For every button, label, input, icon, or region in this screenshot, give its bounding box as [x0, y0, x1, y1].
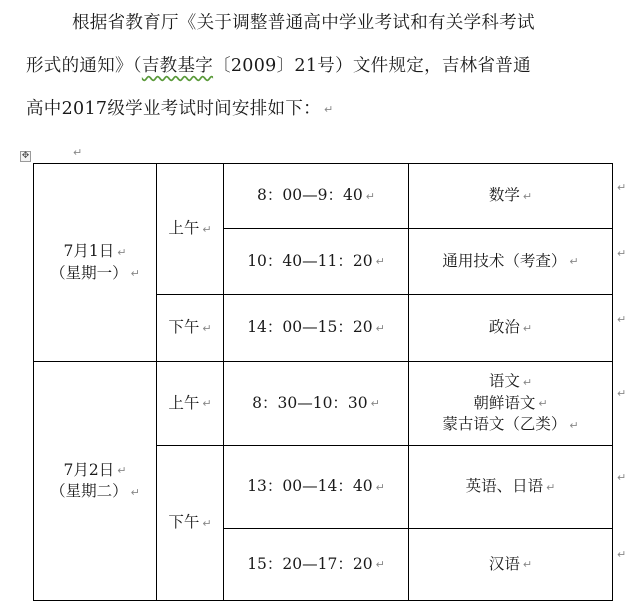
- subject-cell: 英语、日语 ↵: [409, 446, 613, 529]
- row-end-mark-icon: ↵: [617, 387, 627, 400]
- time-cell: 14：00—15：20 ↵: [224, 295, 409, 362]
- cell-mark-icon: ↵: [202, 397, 212, 411]
- period-cell: 下午 ↵: [157, 446, 224, 601]
- row-end-mark-icon: ↵: [617, 247, 627, 260]
- cell-mark-icon: ↵: [522, 375, 533, 389]
- period-cell: 下午 ↵: [157, 295, 224, 362]
- cell-mark-icon: ↵: [202, 222, 212, 236]
- cell-mark-icon: ↵: [522, 558, 533, 572]
- subject-cell: 通用技术（考查） ↵: [409, 229, 613, 295]
- row-end-mark-icon: ↵: [617, 548, 627, 561]
- cell-mark-icon: ↵: [365, 189, 375, 203]
- cell-mark-icon: ↵: [370, 397, 380, 411]
- cell-mark-icon: ↵: [117, 245, 127, 259]
- period-cell: 上午 ↵: [157, 362, 224, 446]
- cell-mark-icon: ↵: [569, 255, 579, 269]
- intro-line-1: 根据省教育厅《关于调整普通高中学业考试和有关学科考试: [72, 13, 535, 33]
- time-cell: 15：20—17：20 ↵: [224, 529, 409, 601]
- day-cell: 7月2日 ↵ （星期二） ↵: [34, 362, 157, 601]
- cell-mark-icon: ↵: [522, 321, 533, 335]
- cell-mark-icon: ↵: [202, 321, 212, 335]
- table-move-handle-icon[interactable]: ✥: [21, 151, 30, 161]
- subject-cell: 语文 ↵ 朝鲜语文 ↵ 蒙古语文（乙类） ↵: [409, 362, 613, 446]
- period-cell: 上午 ↵: [157, 164, 224, 295]
- time-cell: 10：40—11：20 ↵: [224, 229, 409, 295]
- paragraph-mark-icon: ↵: [323, 103, 334, 116]
- row-end-mark-icon: ↵: [617, 471, 627, 484]
- cell-mark-icon: ↵: [130, 485, 140, 499]
- time-cell: 13：00—14：40 ↵: [224, 446, 409, 529]
- cell-mark-icon: ↵: [546, 480, 556, 494]
- row-end-mark-icon: ↵: [617, 313, 627, 326]
- table-row: [34, 164, 613, 229]
- day-cell: 7月1日 ↵ （星期一） ↵: [34, 164, 157, 362]
- cell-mark-icon: ↵: [522, 189, 533, 203]
- subject-cell: 汉语 ↵: [409, 529, 613, 601]
- row-end-mark-icon: ↵: [617, 181, 627, 194]
- cell-mark-icon: ↵: [202, 516, 212, 530]
- intro-line-2: 形式的通知》（吉教基字〔2009〕21号）文件规定，吉林省普通: [26, 56, 531, 76]
- cell-mark-icon: ↵: [375, 480, 385, 494]
- doc-number-spellcheck: 吉教基字: [141, 56, 214, 76]
- time-cell: 8：00—9：40 ↵: [224, 164, 409, 229]
- intro-line-3: 高中2017级学业考试时间安排如下： ↵: [26, 99, 334, 119]
- cell-mark-icon: ↵: [569, 418, 579, 432]
- cell-mark-icon: ↵: [130, 267, 140, 280]
- time-cell: 8：30—10：30 ↵: [224, 362, 409, 446]
- cell-mark-icon: ↵: [375, 558, 385, 572]
- exam-schedule-table: [33, 163, 613, 601]
- cell-mark-icon: ↵: [538, 397, 548, 411]
- cell-mark-icon: ↵: [117, 464, 127, 477]
- cell-mark-icon: ↵: [375, 255, 385, 269]
- intro-paragraph: [26, 2, 626, 131]
- paragraph-mark-icon: ↵: [73, 146, 83, 159]
- subject-cell: 政治 ↵: [409, 295, 613, 362]
- subject-cell: 数学 ↵: [409, 164, 613, 229]
- cell-mark-icon: ↵: [375, 321, 385, 335]
- table-row: [34, 362, 613, 446]
